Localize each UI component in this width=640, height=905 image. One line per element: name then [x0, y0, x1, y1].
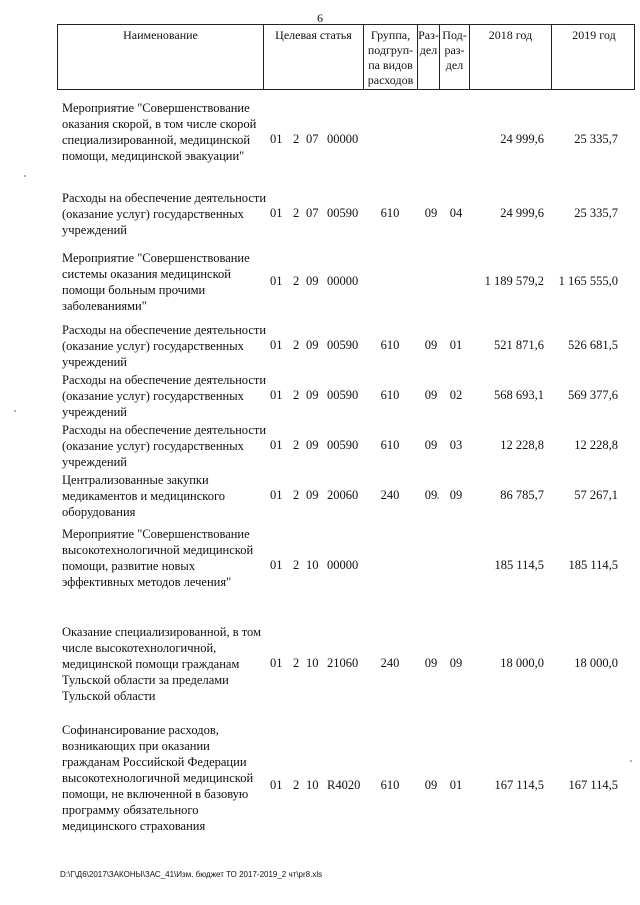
row-value-2019: 569 377,6: [568, 388, 618, 402]
header-subsection: Под-раз-дел: [440, 25, 470, 89]
row-value-2018: 521 871,6: [494, 338, 544, 352]
row-c3: 10: [306, 558, 319, 572]
row-subsection: 03: [449, 438, 463, 452]
row-name: Софинансирование расходов, возникающих при оказании гражданам Российской Федерации высокотехнологичной медицинской помощи, не включенной в базовую программу обязательного медицинского страхования: [62, 723, 254, 833]
table-row: [0, 322, 640, 370]
row-subsection: 02: [449, 388, 463, 402]
table-row: [0, 190, 640, 238]
row-c3: 09: [306, 438, 319, 452]
row-value-2018: 185 114,5: [494, 558, 544, 572]
row-value-2019: 12 228,8: [574, 438, 618, 452]
header-2019: 2019 год: [572, 28, 616, 42]
row-c4: 00000: [327, 558, 359, 572]
row-group: 610: [380, 206, 400, 220]
row-value-2018: 18 000,0: [500, 656, 544, 670]
row-c1: 01: [270, 778, 283, 792]
row-c2: 2: [293, 132, 300, 146]
row-section: 09: [424, 388, 438, 402]
row-group: 610: [380, 778, 400, 792]
table-row: [0, 624, 640, 704]
table-row: [0, 526, 640, 606]
header-2018: 2018 год: [470, 25, 552, 89]
row-c2: 2: [293, 778, 300, 792]
row-group: 240: [380, 656, 400, 670]
table-row: [0, 100, 640, 180]
row-value-2019: 185 114,5: [568, 558, 618, 572]
row-c3: 09: [306, 338, 319, 352]
scan-speck: [14, 410, 16, 412]
row-c1: 01: [270, 206, 283, 220]
row-section: 09: [424, 206, 438, 220]
row-value-2018: 12 228,8: [500, 438, 544, 452]
row-value-2019: 25 335,7: [574, 206, 618, 220]
header-name: Наименование: [58, 25, 264, 89]
row-c2: 2: [293, 438, 300, 452]
table-header: [57, 24, 635, 90]
row-c2: 2: [293, 338, 300, 352]
row-value-2019: 167 114,5: [568, 778, 618, 792]
row-c2: 2: [293, 558, 300, 572]
row-subsection: 09: [449, 656, 463, 670]
row-name: Расходы на обеспечение деятельности (оказание услуг) государственных учреждений: [62, 373, 267, 419]
row-c4: 00590: [327, 438, 359, 452]
row-name: Оказание специализированной, в том числе высокотехнологичной, медицинской помощи гражданам Тульской области за пределами Тульской области: [62, 625, 261, 703]
row-c3: 09: [306, 274, 319, 288]
file-path-footer: D:\Г\Д6\2017\ЗАКОНЫ\ЗАС_41\Изм. бюджет ТО 2017-2019_2 чт\pr8.xls: [60, 870, 323, 879]
table-row: [0, 372, 640, 420]
row-subsection: 01: [449, 778, 463, 792]
table-row: [0, 722, 640, 850]
row-c1: 01: [270, 558, 283, 572]
row-name: Централизованные закупки медикаментов и медицинского оборудования: [62, 473, 226, 519]
row-value-2019: 1 165 555,0: [558, 274, 618, 288]
row-c4: 00000: [327, 274, 359, 288]
row-name: Мероприятие "Совершенствование высокотехнологичной медицинской помощи, развитие новых эффективных методов лечения": [62, 527, 254, 589]
scan-speck: [437, 497, 439, 499]
row-value-2018: 1 189 579,2: [484, 274, 544, 288]
row-name: Мероприятие "Совершенствование оказания скорой, в том числе скорой специализированной, медицинской помощи, медицинской эвакуации": [62, 101, 257, 163]
row-c2: 2: [293, 274, 300, 288]
row-c4: 20060: [327, 488, 359, 502]
row-value-2019: 526 681,5: [568, 338, 618, 352]
scan-speck: [630, 760, 632, 762]
row-c1: 01: [270, 338, 283, 352]
row-value-2018: 568 693,1: [494, 388, 544, 402]
row-group: 610: [380, 338, 400, 352]
row-section: 09: [424, 488, 438, 502]
row-name: Расходы на обеспечение деятельности (оказание услуг) государственных учреждений: [62, 323, 267, 369]
scan-speck: [24, 175, 26, 177]
row-c1: 01: [270, 488, 283, 502]
header-target: Целевая статья: [264, 25, 364, 89]
row-value-2018: 24 999,6: [500, 206, 544, 220]
row-section: 09: [424, 656, 438, 670]
page-number: 6: [317, 11, 323, 25]
row-c3: 10: [306, 778, 319, 792]
row-subsection: 01: [449, 338, 463, 352]
row-subsection: 04: [449, 206, 463, 220]
row-c3: 09: [306, 388, 319, 402]
row-group: 610: [380, 438, 400, 452]
row-c3: 07: [306, 132, 319, 146]
row-section: 09: [424, 338, 438, 352]
row-c4: 00590: [327, 388, 359, 402]
row-c2: 2: [293, 206, 300, 220]
header-group: Группа, подгруп-па видов расходов: [364, 25, 418, 89]
row-c4: R4020: [327, 778, 361, 792]
row-c4: 00590: [327, 338, 359, 352]
row-c1: 01: [270, 656, 283, 670]
row-value-2019: 18 000,0: [574, 656, 618, 670]
table-row: [0, 422, 640, 470]
row-value-2018: 167 114,5: [494, 778, 544, 792]
row-section: 09: [424, 778, 438, 792]
row-group: 610: [380, 388, 400, 402]
row-name: Расходы на обеспечение деятельности (оказание услуг) государственных учреждений: [62, 191, 267, 237]
row-value-2018: 86 785,7: [500, 488, 544, 502]
row-c4: 00000: [327, 132, 359, 146]
row-c2: 2: [293, 488, 300, 502]
table-row: [0, 250, 640, 314]
row-subsection: 09: [449, 488, 463, 502]
row-value-2019: 57 267,1: [574, 488, 618, 502]
row-c4: 21060: [327, 656, 359, 670]
header-section: Раз-дел: [418, 25, 440, 89]
row-c3: 07: [306, 206, 319, 220]
row-name: Мероприятие "Совершенствование системы оказания медицинской помощи больным прочими заболеваниями": [62, 251, 250, 313]
row-c2: 2: [293, 656, 300, 670]
row-c3: 09: [306, 488, 319, 502]
row-c1: 01: [270, 388, 283, 402]
row-name: Расходы на обеспечение деятельности (оказание услуг) государственных учреждений: [62, 423, 267, 469]
row-c1: 01: [270, 274, 283, 288]
row-c4: 00590: [327, 206, 359, 220]
row-value-2019: 25 335,7: [574, 132, 618, 146]
row-group: 240: [380, 488, 400, 502]
row-c1: 01: [270, 132, 283, 146]
row-value-2018: 24 999,6: [500, 132, 544, 146]
table-row: [0, 472, 640, 520]
row-c3: 10: [306, 656, 319, 670]
row-c2: 2: [293, 388, 300, 402]
row-c1: 01: [270, 438, 283, 452]
row-section: 09: [424, 438, 438, 452]
